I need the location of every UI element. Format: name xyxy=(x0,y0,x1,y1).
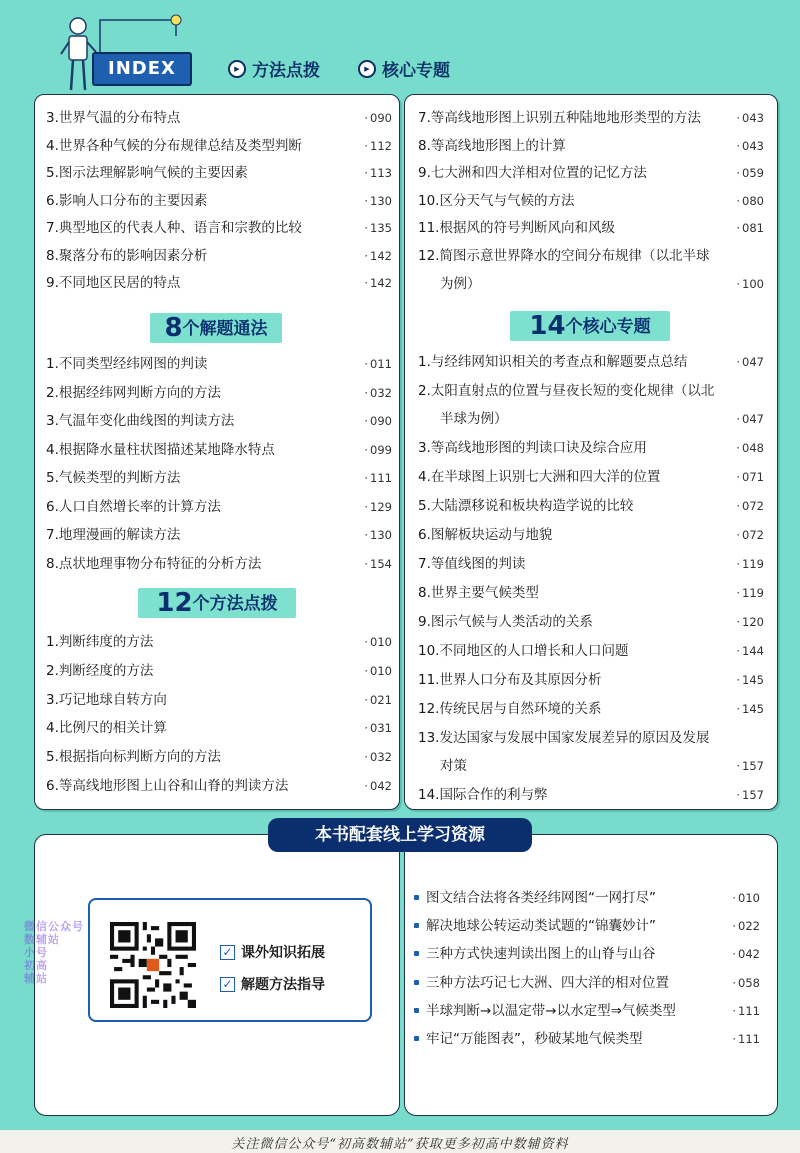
toc-item-title: 10.区分天气与气候的方法 xyxy=(418,192,575,209)
toc-item-page: 010 xyxy=(370,635,392,649)
toc-item-page: 010 xyxy=(370,663,392,678)
toc-item-page-wrap xyxy=(364,690,392,710)
toc-item-page: 032 xyxy=(370,750,392,765)
toc-item-title: 2.太阳直射点的位置与昼夜长短的变化规律（以北 xyxy=(418,383,715,399)
watermark-line: 初高 xyxy=(24,959,48,972)
page-dot: · xyxy=(736,586,741,600)
page-dot: · xyxy=(732,1003,737,1018)
toc-item-page: 021 xyxy=(370,692,392,707)
toc-item-page: 080 xyxy=(742,193,764,208)
bullet-icon xyxy=(414,1036,419,1041)
toc-item-page: 048 xyxy=(742,441,764,455)
toc-item-page: 135 xyxy=(370,221,392,235)
toc-item-title: 5.根据指向标判断方向的方法 xyxy=(46,749,221,766)
toc-item-page: 119 xyxy=(742,557,764,571)
toc-item-page: 111 xyxy=(370,471,392,485)
resource-item-page-wrap xyxy=(732,973,760,993)
page-dot: · xyxy=(736,615,741,629)
page-dot: · xyxy=(364,166,369,180)
page-dot: · xyxy=(732,975,737,990)
toc-item-title: 1.不同类型经纬网图的判读 xyxy=(46,356,208,372)
page-dot: · xyxy=(736,644,741,658)
resources-title: 本书配套线上学习资源 xyxy=(268,818,532,852)
toc-item-page-wrap xyxy=(364,108,392,128)
toc-item-page: 119 xyxy=(742,586,764,600)
check-icon: ✓ xyxy=(220,977,235,992)
toc-item-title: 3.巧记地球自转方向 xyxy=(46,691,167,708)
page-dot: · xyxy=(364,692,369,707)
toc-item-page-wrap xyxy=(364,246,392,266)
section-title-14-topics: 14个核心专题 xyxy=(510,311,670,341)
page-dot: · xyxy=(364,385,369,400)
page-dot: · xyxy=(736,221,741,236)
toc-item-page-wrap xyxy=(736,136,764,156)
toc-item-page: 042 xyxy=(370,779,392,793)
watermark-line: 小号 xyxy=(24,946,48,959)
toc-item-title: 4.在半球图上识别七大洲和四大洋的位置 xyxy=(418,469,661,485)
resource-item-title: 半球判断→以温定带→以水定型⇒气候类型 xyxy=(426,1002,676,1019)
toc-item-page: 081 xyxy=(742,221,764,236)
toc-item-page: 142 xyxy=(370,248,392,263)
watermark-line: 数辅站 xyxy=(24,933,60,946)
toc-item-page: 043 xyxy=(742,138,764,153)
toc-item-title: 7.典型地区的代表人种、语言和宗教的比较 xyxy=(46,220,302,236)
toc-item-page: 059 xyxy=(742,166,764,181)
toc-item-page-wrap xyxy=(736,467,764,487)
toc-item-title: 10.不同地区的人口增长和人口问题 xyxy=(418,643,629,659)
toc-item-page: 130 xyxy=(370,528,392,542)
resource-item-page-wrap xyxy=(732,888,760,908)
toc-item-title: 8.聚落分布的影响因素分析 xyxy=(46,247,208,264)
page-dot: · xyxy=(736,412,741,426)
toc-item-page: 072 xyxy=(742,528,764,542)
toc-item-page: 130 xyxy=(370,193,392,208)
play-icon: ▶ xyxy=(228,60,246,78)
toc-item-page-wrap xyxy=(736,352,764,372)
section-title-12-methods: 12个方法点拨 xyxy=(138,588,296,618)
toc-item-title: 4.世界各种气候的分布规律总结及类型判断 xyxy=(46,137,302,154)
toc-item-page-wrap xyxy=(736,612,764,632)
toc-item-title: 9.图示气候与人类活动的关系 xyxy=(418,614,593,630)
page-dot: · xyxy=(736,528,741,542)
toc-item-page-wrap xyxy=(736,785,764,805)
toc-item-page: 100 xyxy=(742,277,764,291)
page-dot: · xyxy=(736,759,741,773)
page-dot: · xyxy=(364,221,369,235)
section-title-8-methods: 8个解题通法 xyxy=(150,313,282,343)
page-dot: · xyxy=(732,919,737,934)
page-dot: · xyxy=(736,702,741,716)
toc-item-page-wrap xyxy=(736,699,764,719)
toc-item-page: 071 xyxy=(742,470,764,484)
resource-item-page-wrap xyxy=(732,1001,760,1021)
tab-core-topics[interactable] xyxy=(358,56,450,81)
toc-item-title: 12.传统民居与自然环境的关系 xyxy=(418,701,602,717)
toc-item-title: 7.等值线图的判读 xyxy=(418,556,526,572)
toc-item-page-wrap xyxy=(736,218,764,238)
toc-item-page: 099 xyxy=(370,442,392,457)
toc-item-page-wrap xyxy=(364,191,392,211)
page-dot: · xyxy=(732,891,737,905)
bullet-icon xyxy=(414,1008,419,1013)
page-dot: · xyxy=(364,721,369,736)
play-icon: ▶ xyxy=(358,60,376,78)
toc-item-title: 1.判断纬度的方法 xyxy=(46,634,154,650)
toc-item-page: 031 xyxy=(370,721,392,736)
page-dot: · xyxy=(364,499,369,514)
toc-item-page-wrap xyxy=(736,438,764,458)
toc-item-page-wrap xyxy=(736,756,764,776)
page-dot: · xyxy=(736,111,741,125)
toc-item-page-wrap xyxy=(364,136,392,156)
toc-item-page-wrap xyxy=(736,554,764,574)
toc-item-page-wrap xyxy=(736,583,764,603)
bullet-icon xyxy=(414,923,419,928)
check-item-extra-knowledge: ✓ 课外知识拓展 xyxy=(220,942,325,962)
page-dot: · xyxy=(736,193,741,208)
toc-item-page: 145 xyxy=(742,673,764,687)
toc-item-title-continued: 半球为例） xyxy=(440,411,508,427)
toc-item-page-wrap xyxy=(364,440,392,460)
resource-item-page: 058 xyxy=(738,975,760,990)
toc-item-title: 14.国际合作的利与弊 xyxy=(418,787,548,803)
tab-label: 核心专题 xyxy=(382,61,450,81)
page-dot: · xyxy=(364,442,369,457)
toc-item-page-wrap xyxy=(364,354,392,374)
toc-item-page: 090 xyxy=(370,111,392,125)
toc-item-page-wrap xyxy=(736,641,764,661)
resource-item-page: 022 xyxy=(738,919,760,934)
toc-item-page: 145 xyxy=(742,702,764,716)
page-dot: · xyxy=(736,277,741,291)
page-dot: · xyxy=(364,528,369,542)
bullet-icon xyxy=(414,951,419,956)
resource-item-page: 111 xyxy=(738,1032,760,1046)
toc-item-page: 129 xyxy=(370,499,392,514)
toc-item-page-wrap xyxy=(364,747,392,767)
toc-item-title: 3.世界气温的分布特点 xyxy=(46,110,181,126)
toc-item-page-wrap xyxy=(364,218,392,238)
toc-item-page-wrap xyxy=(364,554,392,574)
toc-item-title: 7.地理漫画的解读方法 xyxy=(46,527,181,543)
page-dot: · xyxy=(736,788,741,802)
toc-item-page-wrap xyxy=(736,409,764,429)
toc-item-title: 5.气候类型的判断方法 xyxy=(46,470,181,486)
resource-item-title: 三种方式快速判读出图上的山脊与山谷 xyxy=(426,946,656,963)
page-dot: · xyxy=(364,663,369,678)
toc-item-page: 113 xyxy=(370,166,392,180)
toc-item-page-wrap xyxy=(364,776,392,796)
toc-item-title: 2.判断经度的方法 xyxy=(46,662,154,679)
resource-item-title: 牢记“万能图表”，秒破某地气候类型 xyxy=(426,1031,643,1047)
toc-item-page: 090 xyxy=(370,414,392,428)
toc-item-title: 9.不同地区民居的特点 xyxy=(46,275,181,291)
toc-item-page: 011 xyxy=(370,357,392,371)
toc-item-title-continued: 对策 xyxy=(440,758,467,774)
toc-item-page: 154 xyxy=(370,556,392,571)
page-dot: · xyxy=(364,635,369,649)
toc-item-title: 8.点状地理事物分布特征的分析方法 xyxy=(46,555,262,572)
toc-item-page-wrap xyxy=(736,163,764,183)
toc-item-title: 11.根据风的符号判断风向和风级 xyxy=(418,220,615,237)
toc-item-title: 5.图示法理解影响气候的主要因素 xyxy=(46,165,248,181)
page-dot: · xyxy=(732,947,737,962)
qr-card xyxy=(88,898,372,1022)
toc-item-page: 032 xyxy=(370,385,392,400)
watermark-stamp xyxy=(24,920,94,985)
toc-item-page-wrap xyxy=(364,497,392,517)
toc-item-page: 144 xyxy=(742,644,764,658)
page-dot: · xyxy=(736,441,741,455)
resource-item-page-wrap xyxy=(732,944,760,964)
toc-item-page-wrap xyxy=(736,525,764,545)
toc-item-title-continued: 为例） xyxy=(440,276,481,292)
page-dot: · xyxy=(364,193,369,208)
toc-item-page: 120 xyxy=(742,615,764,629)
page-dot: · xyxy=(736,673,741,687)
toc-item-page: 157 xyxy=(742,759,764,773)
toc-item-title: 4.根据降水量柱状图描述某地降水特点 xyxy=(46,441,275,458)
toc-item-page-wrap xyxy=(364,525,392,545)
bullet-icon xyxy=(414,980,419,985)
resource-item-page: 010 xyxy=(738,891,760,905)
page-dot: · xyxy=(736,138,741,153)
toc-item-page: 072 xyxy=(742,499,764,513)
resource-item-title: 图文结合法将各类经纬网图“一网打尽” xyxy=(426,890,656,906)
bullet-icon xyxy=(414,895,419,900)
toc-item-page-wrap xyxy=(364,411,392,431)
toc-item-title: 4.比例尺的相关计算 xyxy=(46,720,167,737)
page-dot: · xyxy=(364,138,369,153)
page-dot: · xyxy=(364,414,369,428)
tab-method-tips[interactable] xyxy=(228,56,320,81)
toc-item-page-wrap xyxy=(364,163,392,183)
check-item-solving-methods: ✓ 解题方法指导 xyxy=(220,974,325,994)
page-dot: · xyxy=(736,557,741,571)
page-dot: · xyxy=(364,750,369,765)
page-dot: · xyxy=(364,556,369,571)
toc-item-page-wrap xyxy=(364,383,392,403)
toc-item-page: 043 xyxy=(742,111,764,125)
page-dot: · xyxy=(736,470,741,484)
toc-item-title: 6.等高线地形图上山谷和山脊的判读方法 xyxy=(46,778,289,794)
page-dot: · xyxy=(364,779,369,793)
tab-label: 方法点拨 xyxy=(252,61,320,81)
page-dot: · xyxy=(736,355,741,369)
index-badge: INDEX xyxy=(92,52,192,86)
page-dot: · xyxy=(364,357,369,371)
toc-item-page: 142 xyxy=(370,276,392,290)
toc-item-title: 8.等高线地形图上的计算 xyxy=(418,137,566,154)
resource-item-page: 042 xyxy=(738,947,760,962)
toc-item-title: 5.大陆漂移说和板块构造学说的比较 xyxy=(418,498,634,514)
toc-item-title: 3.气温年变化曲线图的判读方法 xyxy=(46,413,235,429)
page-dot: · xyxy=(736,166,741,181)
toc-item-title: 6.人口自然增长率的计算方法 xyxy=(46,498,221,515)
resource-item-title: 解决地球公转运动类试题的“锦囊妙计” xyxy=(426,918,656,935)
toc-item-title: 7.等高线地形图上识别五种陆地地形类型的方法 xyxy=(418,110,701,126)
toc-item-page-wrap xyxy=(736,191,764,211)
toc-item-page: 047 xyxy=(742,355,764,369)
toc-item-title: 9.七大洲和四大洋相对位置的记忆方法 xyxy=(418,165,647,182)
watermark-line: 辅站 xyxy=(24,972,48,985)
toc-item-page-wrap xyxy=(736,274,764,294)
toc-item-title: 8.世界主要气候类型 xyxy=(418,585,539,601)
toc-item-title: 12.简图示意世界降水的空间分布规律（以北半球 xyxy=(418,248,710,264)
page-dot: · xyxy=(364,111,369,125)
page-dot: · xyxy=(364,276,369,290)
page-dot: · xyxy=(364,248,369,263)
toc-item-title: 6.影响人口分布的主要因素 xyxy=(46,192,208,209)
toc-item-page-wrap xyxy=(364,468,392,488)
toc-item-page-wrap xyxy=(736,108,764,128)
qr-code-icon[interactable] xyxy=(110,922,196,1008)
resource-item-page-wrap xyxy=(732,1029,760,1049)
toc-item-page-wrap xyxy=(736,670,764,690)
resource-item-title: 三种方法巧记七大洲、四大洋的相对位置 xyxy=(426,974,669,991)
toc-item-page: 047 xyxy=(742,412,764,426)
resource-item-page: 111 xyxy=(738,1003,760,1018)
toc-item-page-wrap xyxy=(364,718,392,738)
toc-item-title: 1.与经纬网知识相关的考查点和解题要点总结 xyxy=(418,354,688,370)
page-dot: · xyxy=(736,499,741,513)
watermark-line: 微信公众号 xyxy=(24,920,84,933)
page-dot: · xyxy=(364,471,369,485)
footer-note: 关注微信公众号“初高数辅站”获取更多初高中数辅资料 xyxy=(231,1137,569,1152)
toc-item-title: 6.图解板块运动与地貌 xyxy=(418,527,553,543)
toc-item-title: 13.发达国家与发展中国家发展差异的原因及发展 xyxy=(418,730,710,746)
toc-item-title: 11.世界人口分布及其原因分析 xyxy=(418,672,602,688)
toc-item-page: 112 xyxy=(370,138,392,153)
toc-item-page-wrap xyxy=(364,661,392,681)
page-dot: · xyxy=(732,1032,737,1046)
resource-item-page-wrap xyxy=(732,916,760,936)
toc-item-page-wrap xyxy=(364,632,392,652)
toc-item-page-wrap xyxy=(736,496,764,516)
check-icon: ✓ xyxy=(220,945,235,960)
bulb-icon xyxy=(98,14,188,54)
toc-item-title: 2.根据经纬网判断方向的方法 xyxy=(46,384,221,401)
toc-item-page: 157 xyxy=(742,788,764,802)
toc-item-title: 3.等高线地形图的判读口诀及综合应用 xyxy=(418,440,647,456)
toc-item-page-wrap xyxy=(364,273,392,293)
